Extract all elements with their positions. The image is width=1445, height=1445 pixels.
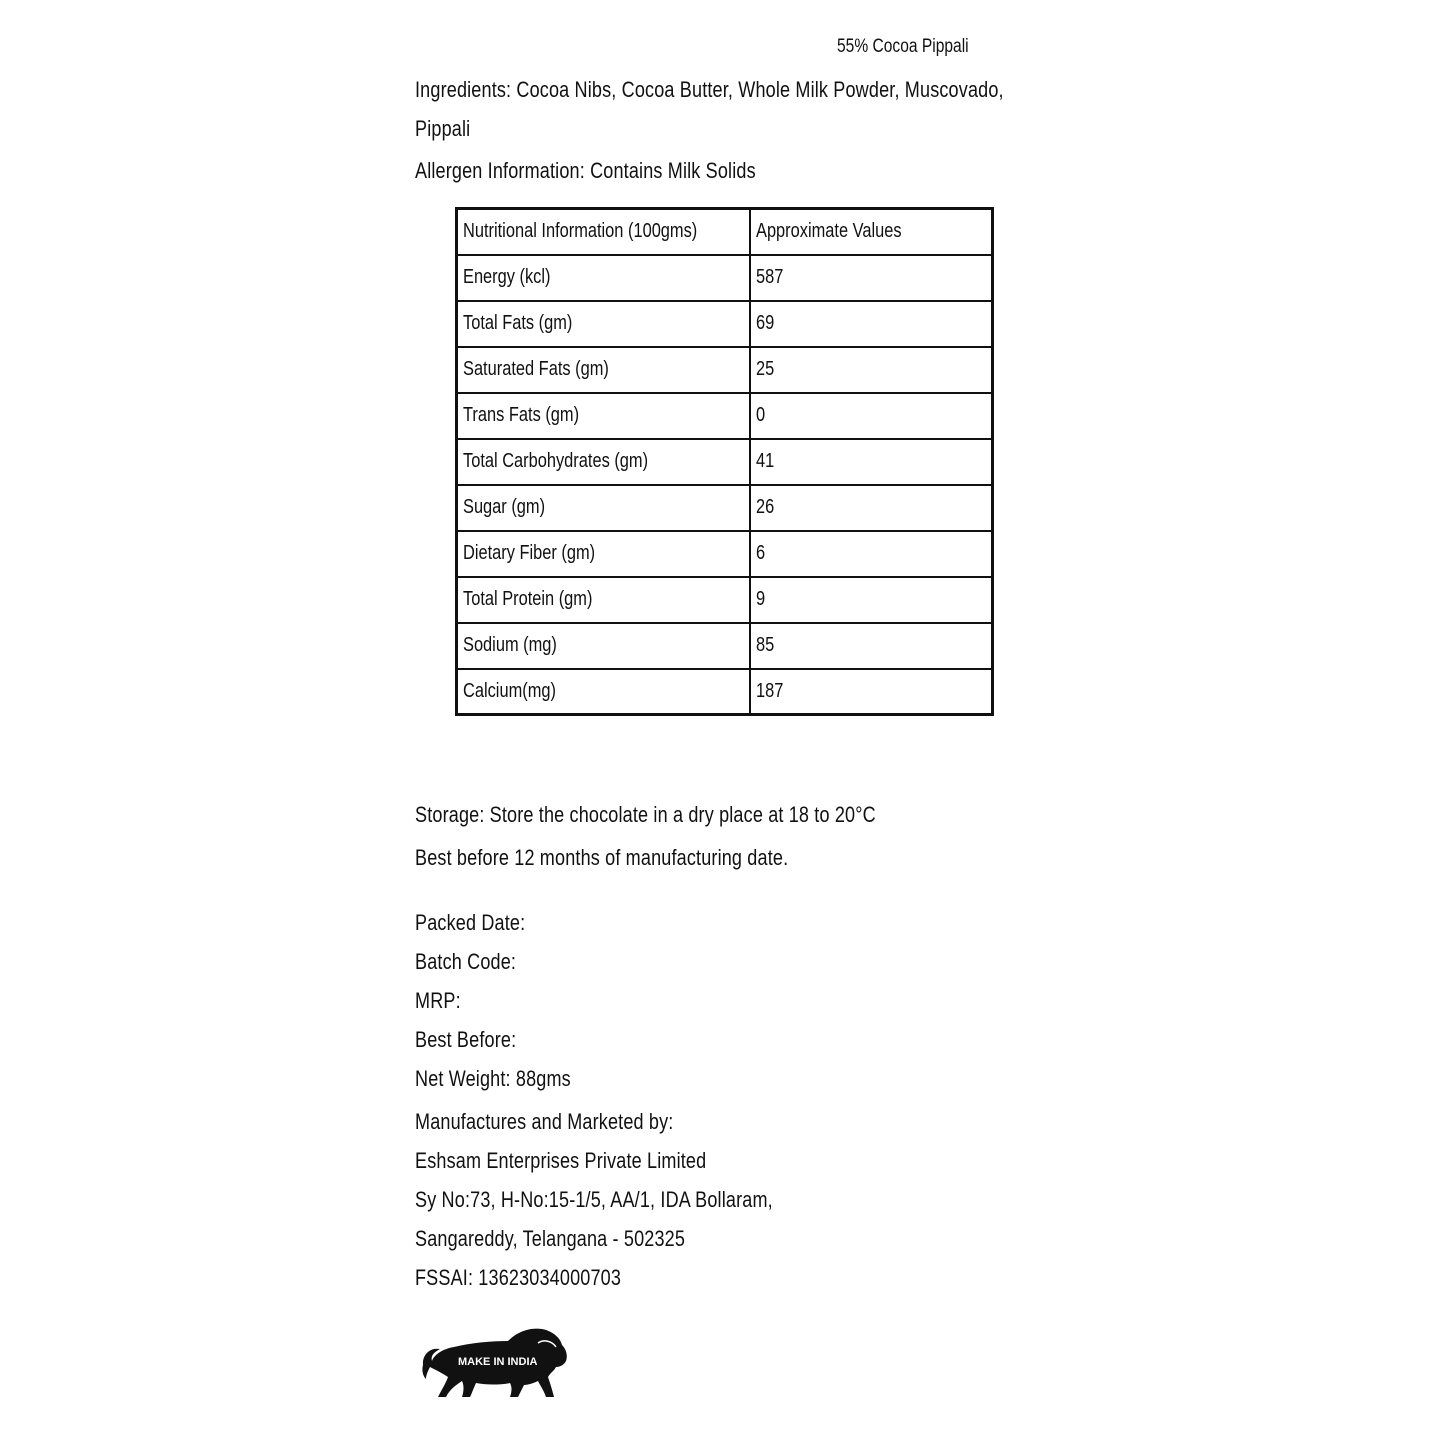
nutrient-value-cell: 6 bbox=[750, 531, 993, 577]
manufacturer-address-2: Sangareddy, Telangana - 502325 bbox=[415, 1226, 686, 1251]
manufacturer-address-1: Sy No:73, H-No:15-1/5, AA/1, IDA Bollaram, bbox=[415, 1187, 773, 1212]
nutrient-value-cell: 41 bbox=[750, 439, 993, 485]
product-name: 55% Cocoa Pippali bbox=[837, 36, 969, 57]
ingredients-line-2: Pippali bbox=[415, 116, 471, 141]
nutrition-row bbox=[457, 623, 993, 669]
nutrition-row bbox=[457, 301, 993, 347]
nutrition-row bbox=[457, 439, 993, 485]
batch-code-label: Batch Code: bbox=[415, 949, 517, 974]
nutrient-value-cell: 187 bbox=[750, 669, 993, 715]
nutrient-name-cell: Total Protein (gm) bbox=[457, 577, 750, 623]
packed-date-label: Packed Date: bbox=[415, 910, 526, 935]
nutrient-name-cell: Sugar (gm) bbox=[457, 485, 750, 531]
nutrient-value-cell: 26 bbox=[750, 485, 993, 531]
nutrient-name-cell: Total Fats (gm) bbox=[457, 301, 750, 347]
nutrition-header-row bbox=[457, 209, 993, 255]
mrp-label: MRP: bbox=[415, 988, 461, 1013]
nutrition-row bbox=[457, 531, 993, 577]
best-before-label: Best Before: bbox=[415, 1027, 517, 1052]
nutrient-value-cell: 25 bbox=[750, 347, 993, 393]
net-weight: Net Weight: 88gms bbox=[415, 1066, 571, 1091]
nutrient-value-cell: 0 bbox=[750, 393, 993, 439]
nutrient-name-cell: Calcium(mg) bbox=[457, 669, 750, 715]
svg-text:MAKE IN INDIA: MAKE IN INDIA bbox=[458, 1356, 538, 1368]
ingredients-line-1: Ingredients: Cocoa Nibs, Cocoa Butter, Whole Milk Powder, Muscovado, bbox=[415, 77, 1004, 102]
storage-info: Storage: Store the chocolate in a dry place at 18 to 20°C bbox=[415, 802, 876, 827]
nutrient-value-cell: 69 bbox=[750, 301, 993, 347]
nutrition-header-cell: Nutritional Information (100gms) bbox=[457, 209, 750, 255]
nutrient-name-cell: Energy (kcl) bbox=[457, 255, 750, 301]
nutrition-table bbox=[455, 207, 994, 716]
nutrient-name-cell: Saturated Fats (gm) bbox=[457, 347, 750, 393]
best-before-note: Best before 12 months of manufacturing date. bbox=[415, 845, 789, 870]
nutrition-row bbox=[457, 485, 993, 531]
manufacturer-heading: Manufactures and Marketed by: bbox=[415, 1109, 674, 1134]
nutrient-name-cell: Total Carbohydrates (gm) bbox=[457, 439, 750, 485]
nutrient-name-cell: Trans Fats (gm) bbox=[457, 393, 750, 439]
nutrition-row bbox=[457, 393, 993, 439]
nutrition-row bbox=[457, 255, 993, 301]
nutrition-row bbox=[457, 669, 993, 715]
nutrition-header-cell: Approximate Values bbox=[750, 209, 993, 255]
make-in-india-lion-logo bbox=[420, 1325, 570, 1400]
nutrition-row bbox=[457, 347, 993, 393]
nutrient-name-cell: Dietary Fiber (gm) bbox=[457, 531, 750, 577]
allergen-info: Allergen Information: Contains Milk Solids bbox=[415, 158, 756, 183]
fssai-number: FSSAI: 13623034000703 bbox=[415, 1265, 622, 1290]
nutrient-value-cell: 9 bbox=[750, 577, 993, 623]
nutrient-name-cell: Sodium (mg) bbox=[457, 623, 750, 669]
nutrient-value-cell: 587 bbox=[750, 255, 993, 301]
nutrient-value-cell: 85 bbox=[750, 623, 993, 669]
nutrition-row bbox=[457, 577, 993, 623]
manufacturer-name: Eshsam Enterprises Private Limited bbox=[415, 1148, 707, 1173]
